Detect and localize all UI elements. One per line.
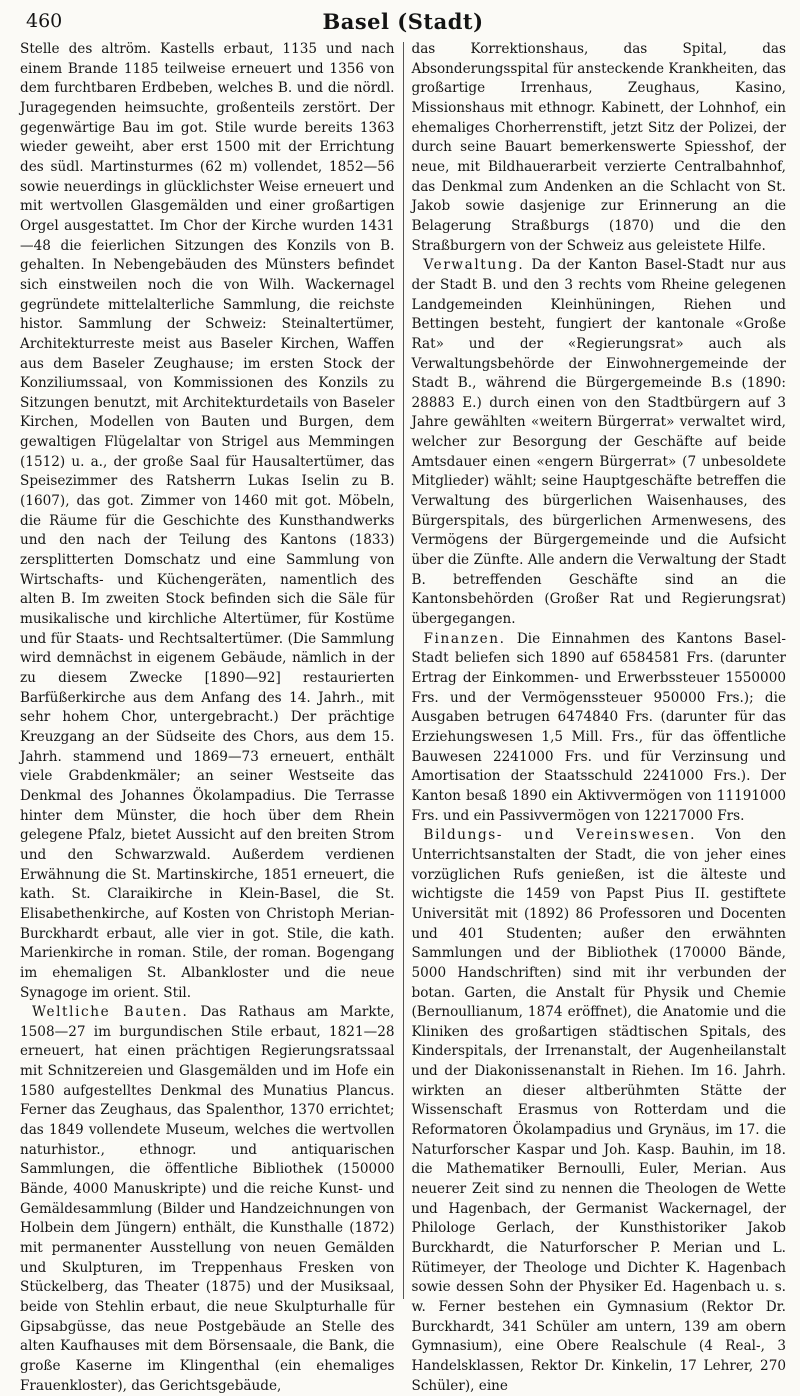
section-heading-bildungswesen: Bildungs- und Vereinswesen. (423, 827, 697, 844)
section-heading-verwaltung: Verwaltung. (423, 257, 525, 274)
paragraph-bauten-cont: das Korrektionshaus, das Spital, das Absonderungsspital für ansteckende Krankheiten, das großartige Irrenhaus, Zeughaus, Kasino, Missionshaus mit ethnogr. Kabinett, der Lohnhof, ein ehemaliges Chorherrenstift, jetzt Sitz der Polizei, der durch seine Bauart bemerkenswerte Spiesshof, der neue, mit Bildhauerarbeit verzierte Centralbahnhof, das Denkmal zum Andenken an die Schlacht von St. Jakob sowie dasjenige zur Erinnerung an die Belagerung Straßburgs (1870) und die den Straßburgern von der Schweiz aus geleistete Hilfe. (411, 41, 786, 254)
page-number: 460 (26, 10, 63, 32)
paragraph-verwaltung (412, 256, 787, 629)
paragraph-body: Das Rathaus am Markte, 1508—27 im burgundischen Stile erbaut, 1821—28 erneuert, hat einen prächtigen Regierungsratssaal mit Schnitzereien und Glasgemälden und im Hofe ein 1580 aufgestelltes Denkmal des Munatius Plancus. Ferner das Zeughaus, das Spalenthor, 1370 errichtet; das 1849 vollendete Museum, welches die wertvollen naturhistor., ethnogr. und antiquarischen Sammlungen, die öffentliche Bibliothek (150000 Bände, 4000 Manuskripte) und die reiche Kunst- und Gemäldesammlung (Bilder und Handzeichnungen von Holbein dem Jüngern) enthält, die Kunsthalle (1872) mit permanenter Ausstellung von neuen Gemälden und Skulpturen, im Treppenhaus Fresken von Stückelberg, das Theater (1875) und der Musiksaal, beide von Stehlin erbaut, die neue Skulpturhalle für Gipsabgüsse, das neue Postgebäude an Stelle des alten Kaufhauses mit dem Börsensaale, die Bank, die große Kaserne im Klingenthal (ein ehemaliges Frauenkloster), das Gerichtsgebäude, (20, 1004, 395, 1394)
section-heading-finanzen: Finanzen. (423, 630, 506, 647)
left-column (20, 40, 403, 1394)
paragraph-muenster: Stelle des altröm. Kastells erbaut, 1135 und nach einem Brande 1185 teilweise erneuert und 1356 von dem furchtbaren Erdbeben, welches B. und die nördl. Juragegenden heimsuchte, großenteils zerstört. Der gegenwärtige Bau im got. Stile wurde bereits 1363 wieder geweiht, aber erst 1500 mit der Errichtung des südl. Martinsturmes (62 m) vollendet, 1852—56 sowie neuerdings in glücklichster Weise erneuert und mit wertvollen Glasgemälden und einer großartigen Orgel ausgestattet. Im Chor der Kirche wurden 1431—48 die feierlichen Sitzungen des Konzils von B. gehalten. In Nebengebäuden des Münsters befindet sich einstweilen noch die von Wilh. Wackernagel gegründete mittelalterliche Sammlung, die reichste histor. Sammlung der Schweiz: Steinaltertümer, Architekturreste meist aus Baseler Kirchen, Waffen aus dem Baseler Zeughause; im ersten Stock der Konziliumssaal, von Kommissionen des Konzils zu Sitzungen benutzt, mit Architekturdetails von Baseler Kirchen, Modellen von Bauten und Burgen, dem gewaltigen Flügelaltar von Strigel aus Memmingen (1512) u. a., der große Saal für Hausaltertümer, das Speisezimmer des Ratsherrn Lukas Iselin zu B. (1607), das got. Zimmer von 1460 mit got. Möbeln, die Räume für die Geschichte des Kunsthandwerks und den nach der Teilung des Kantons (1833) zersplitterten Domschatz und eine Sammlung von Wirtschafts- und Küchengeräten, namentlich des alten B. Im zweiten Stock befinden sich die Säle für musikalische und kirchliche Altertümer, für Kostüme und für Staats- und Rechtsaltertümer. (Die Sammlung wird demnächst in eigenem Gebäude, nämlich in der zu diesem Zwecke [1890—92] restaurierten Barfüßerkirche aus dem Anfang des 14. Jahrh., mit sehr hohem Chor, untergebracht.) Der prächtige Kreuzgang an der Südseite des Chors, aus dem 15. Jahrh. stammend und 1869—73 erneuert, enthält viele Grabdenkmäler; an seiner Westseite das Denkmal des Johannes Ökolampadius. Die Terrasse hinter dem Münster, die hoch über dem Rhein gelegene Pfalz, bietet Aussicht auf den breiten Strom und den Schwarzwald. Außerdem verdienen Erwähnung die St. Martinskirche, 1851 erneuert, die kath. St. Claraikirche in Klein-Basel, die St. Elisabethenkirche, auf Kosten von Christoph Merian-Burckhardt erbaut, alle vier in got. Stile, die kath. Marienkirche in roman. Stile, der roman. Bogengang im ehemaligen St. Albankloster und die neue Synagoge im orient. Stil. (20, 41, 395, 1001)
right-column (404, 40, 787, 1394)
section-heading-weltliche-bauten: Weltliche Bauten. (32, 1004, 189, 1021)
running-title: Basel (Stadt) (322, 9, 484, 34)
paragraph-weltliche-bauten (20, 1003, 395, 1396)
paragraph-body: Die Einnahmen des Kantons Basel-Stadt beliefen sich 1890 auf 6584581 Frs. (darunter Ertrag der Einkommen- und Erwerbssteuer 1550000 Frs. und der Vermögenssteuer 950000 Frs.); die Ausgaben betrugen 6474840 Frs. (darunter für das Erziehungswesen 1,5 Mill. Frs., für das öffentliche Bauwesen 2241000 Frs. und für Verzinsung und Amortisation der Staatsschuld 2241000 Frs.). Der Kanton besaß 1890 ein Aktivvermögen von 11191000 Frs. und ein Passivvermögen von 12217000 Frs. (411, 630, 786, 824)
page-header (20, 8, 786, 36)
paragraph-body: Von den Unterrichtsanstalten der Stadt, die von jeher eines vorzüglichen Rufs genießen, ist die älteste und wichtigste die 1459 von Papst Pius II. gestiftete Universität mit (1892) 86 Professoren und Docenten und 401 Studenten; außer den erwähnten Sammlungen und der Bibliothek (170000 Bände, 5000 Handschriften) sind mit ihr verbunden der botan. Garten, die Anstalt für Physik und Chemie (Bernoullianum, 1874 eröffnet), die Anatomie und die Kliniken des großartigen städtischen Spitals, des Kinderspitals, der Irrenanstalt, der Augenheilanstalt und der Diakonissenanstalt in Riehen. Im 16. Jahrh. wirkten an dieser altberühmten Stätte der Wissenschaft Erasmus von Rotterdam und die Reformatoren Ökolampadius und Grynäus, im 17. die Naturforscher Kaspar und Joh. Kasp. Bauhin, im 18. die Mathematiker Bernoulli, Euler, Merian. Aus neuerer Zeit sind zu nennen die Theologen de Wette und Hagenbach, der Germanist Wackernagel, der Philologe Gerlach, der Kunsthistoriker Jakob Burckhardt, die Naturforscher P. Merian und L. Rütimeyer, der Theologe und Dichter K. Hagenbach sowie dessen Sohn der Physiker Ed. Hagenbach u. s. w. Ferner bestehen ein Gymnasium (Rektor Dr. Burckhardt, 341 Schüler am untern, 139 am obern Gymnasium), eine Obere Realschule (4 Real-, 3 Handelsklassen, Rektor Dr. Kinkelin, 17 Lehrer, 270 Schüler), eine (411, 827, 787, 1394)
text-columns (20, 40, 787, 1394)
paragraph-body: Da der Kanton Basel-Stadt nur aus der Stadt B. und den 3 rechts vom Rheine gelegenen Landgemeinden Kleinhüningen, Riehen und Bettingen besteht, fungiert der kantonale «Große Rat» und der «Regierungsrat» auch als Verwaltungsbehörde der Einwohnergemeinde der Stadt B., während die Bürgergemeinde B.s (1890: 28883 E.) durch einen von den Stadtbürgern auf 3 Jahre gewählten «weitern Bürgerrat» verwaltet wird, welcher zur Besorgung der Geschäfte auf beide Amtsdauer einen «engern Bürgerrat» (7 unbesoldete Mitglieder) wählt; seine Hauptgeschäfte betreffen die Verwaltung des bürgerlichen Waisenhauses, des Bürgerspitals, des bürgerlichen Armenwesens, des Vermögens der Bürgergemeinde und die Aufsicht über die Zünfte. Alle andern die Verwaltung der Stadt B. betreffenden Geschäfte sind an die Kantonsbehörden (Großer Rat und Regierungsrat) übergegangen. (411, 257, 786, 628)
paragraph-finanzen (412, 630, 787, 827)
paragraph-bildungswesen (412, 826, 787, 1396)
